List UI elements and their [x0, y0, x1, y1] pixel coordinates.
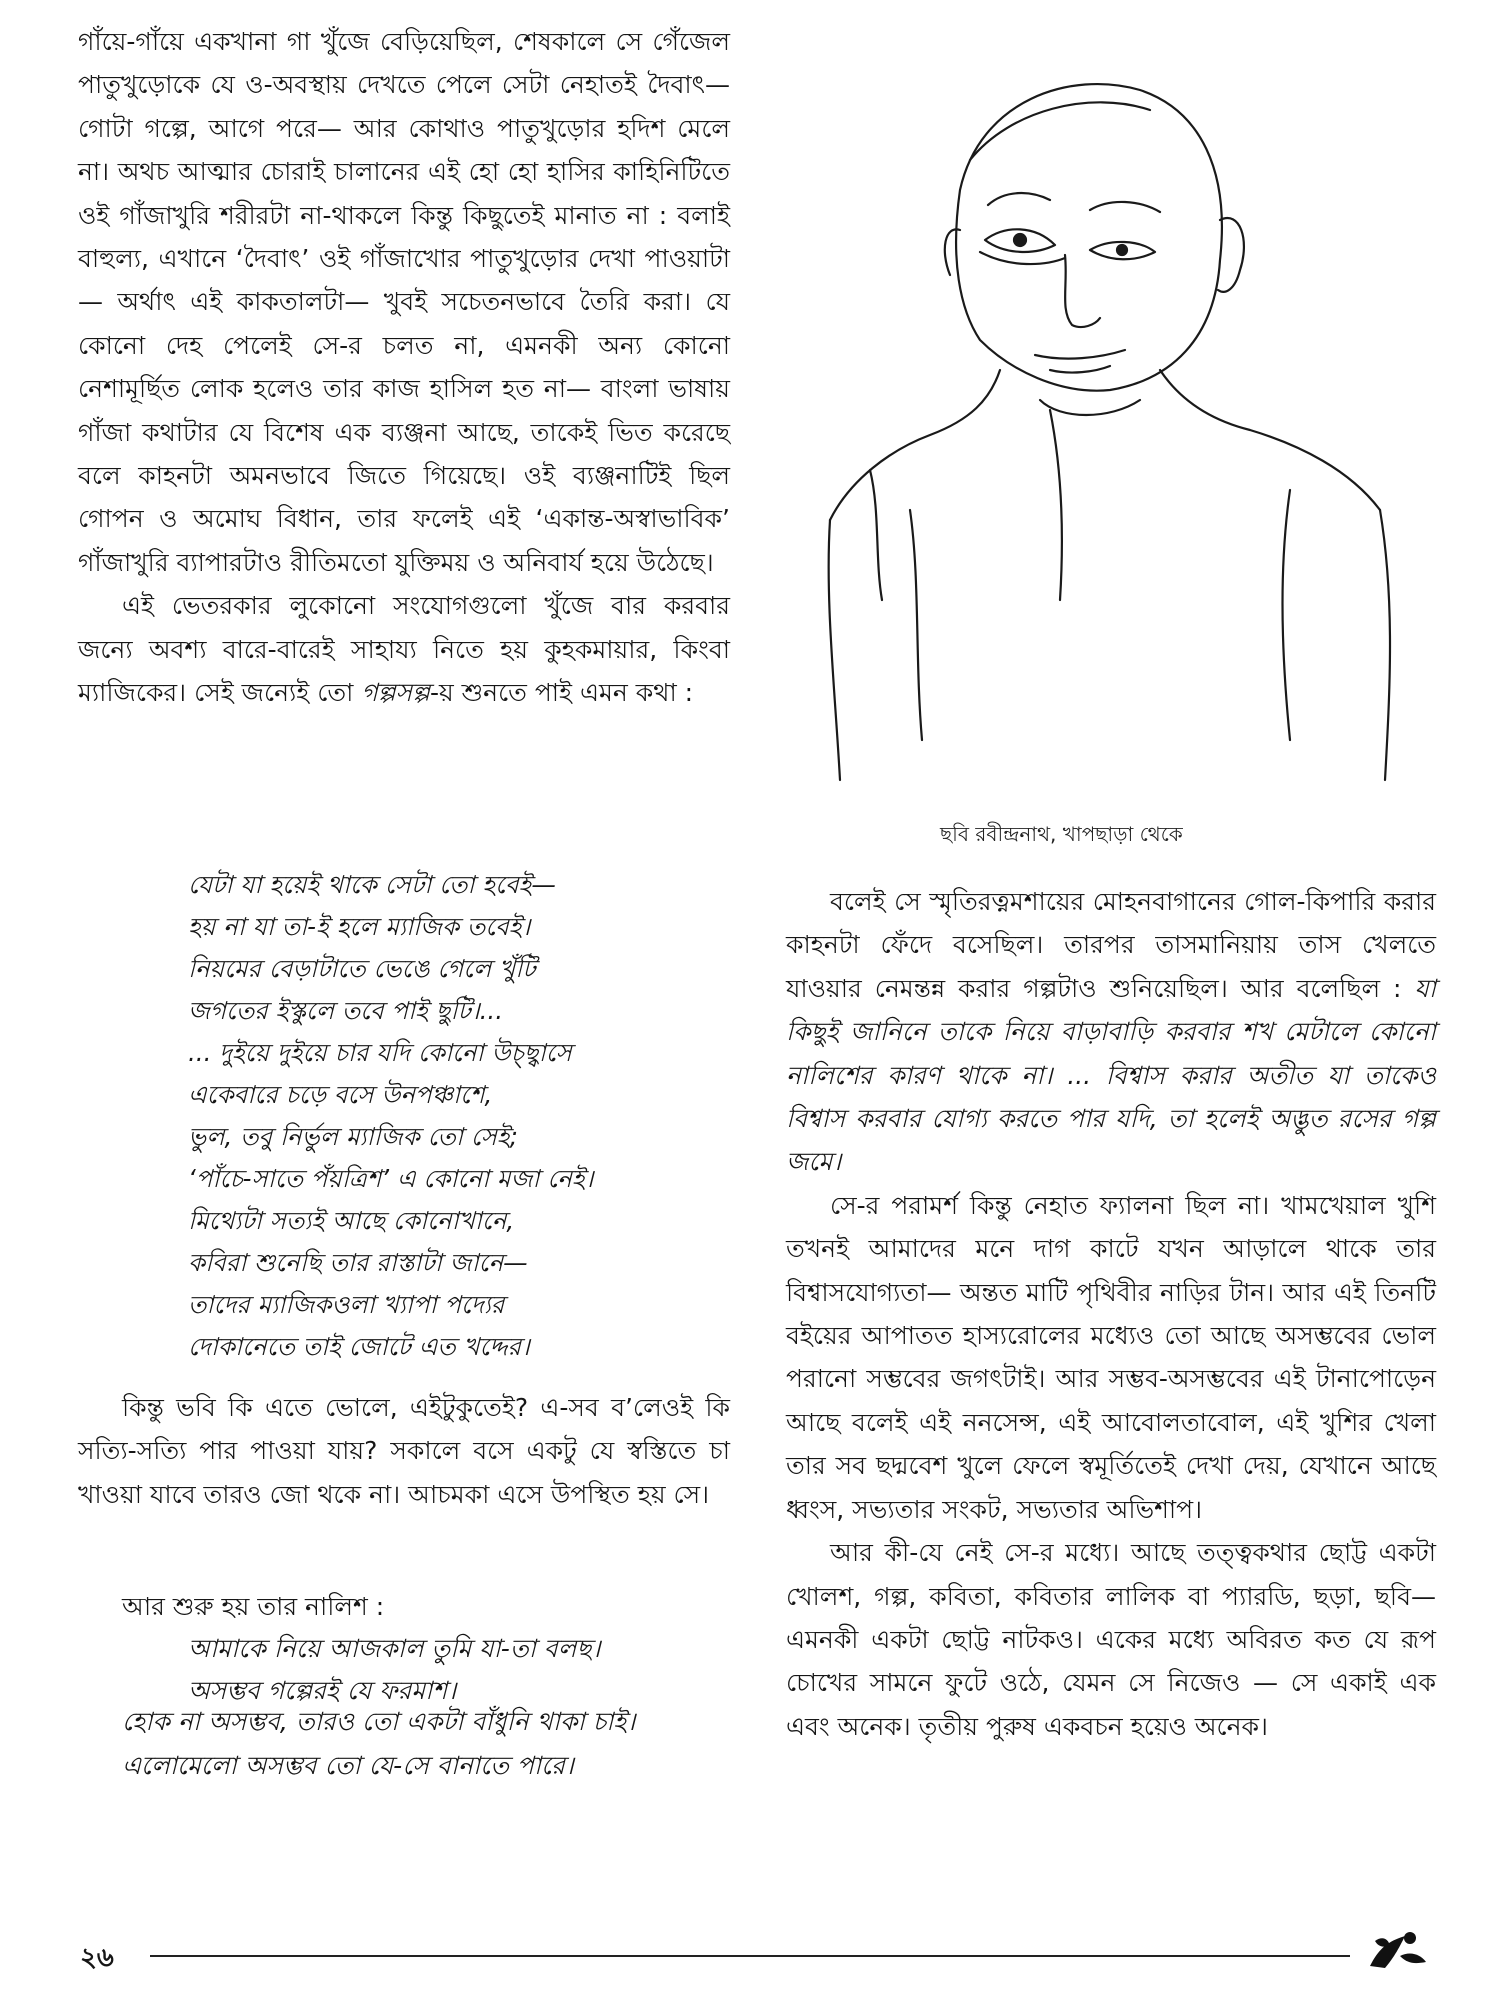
- sketch-mouth: [1035, 350, 1125, 359]
- left-paragraph-2-b: -য় শুনতে পাই এমন কথা :: [429, 678, 694, 708]
- reply-block: [122, 1700, 742, 1788]
- right-paragraph-3: আর কী-যে নেই সে-র মধ্যে। আছে তত্ত্বকথার ছোট্ট একটা খোলশ, গল্প, কবিতা, কবিতার লালিক বা প্যারডি, ছড়া, ছবি— এমনকী একটা ছোট্ট নাটকও। একের মধ্যে অবিরত কত যে রূপ চোখের সামনে ফুটে ওঠে, যেমন সে নিজেও — সে একাই এক এবং অনেক। তৃতীয় পুরুষ একবচন হয়েও অনেক।: [786, 1538, 1436, 1741]
- reply-line: হোক না অসম্ভব, তারও তো একটা বাঁধুনি থাকা চাই।: [122, 1707, 636, 1736]
- poem-line: তাদের ম্যাজিকওলা খ্যাপা পদ্যের: [188, 1290, 505, 1319]
- left-lower-text: [78, 1386, 730, 1516]
- right-column-text: [786, 880, 1436, 1748]
- left-paragraph-3: কিন্তু ভবি কি এতে ভোলে, এইটুকুতেই? এ-সব ব’লেওই কি সত্যি-সত্যি পার পাওয়া যায়? সকালে বসে একটু যে স্বস্তিতে চা খাওয়া যাবে তারও জো থকে না। আচমকা এসে উপস্থিত হয় সে।: [78, 1393, 730, 1509]
- left-paragraph-2-a: এই ভেতরকার লুকোনো সংযোগগুলো খুঁজে বার করবার জন্যে অবশ্য বারে-বারেই সাহায্য নিতে হয় কুহকমায়ার, কিংবা ম্যাজিকের। সেই জন্যেই তো: [78, 591, 730, 708]
- right-paragraph-2: সে-র পরামর্শ কিন্তু নেহাত ফ্যালনা ছিল না। খামখেয়াল খুশি তখনই আমাদের মনে দাগ কাটে যখন আড়ালে থাকে তার বিশ্বাসযোগ্যতা— অন্তত মাটি পৃথিবীর নাড়ির টান। আর এই তিনটি বইয়ের আপাতত হাস্যরোলের মধ্যেও তো আছে অসম্ভবের ভোল পরানো সম্ভবের জগৎটাই। আর সম্ভব-অসম্ভবের এই টানাপোড়েন আছে বলেই এই ননসেন্স, এই আবোলতাবোল, এই খুশির খেলা তার সব ছদ্মবেশ খুলে ফেলে স্বমূর্তিতেই দেখা দেয়, যেখানে আছে ধ্বংস, সভ্যতার সংকট, সভ্যতার অভিশাপ।: [786, 1190, 1436, 1524]
- book-title-golposolpo: গল্পসল্প: [361, 678, 430, 708]
- poem-line: একেবারে চড়ে বসে উনপঞ্চাশে,: [188, 1080, 493, 1109]
- reply-line: এলোমেলো অসম্ভব তো যে-সে বানাতে পারে।: [122, 1751, 574, 1780]
- footer-rule: [150, 1955, 1350, 1957]
- left-column-text: [78, 20, 730, 715]
- poem-line: জগতের ইস্কুলে তবে পাই ছুটি।...: [188, 996, 503, 1025]
- right-paragraph-1-a: বলেই সে স্মৃতিরত্নমশায়ের মোহনবাগানের গোল-কিপারি করার কাহনটা ফেঁদে বসেছিল। তারপর তাসমানিয়ায় তাস খেলতে যাওয়ার নেমন্তন্ন করার গল্পটাও শুনিয়েছিল। আর বলেছিল :: [786, 887, 1436, 1003]
- poem-line: ভুল, তবু নির্ভুল ম্যাজিক তো সেই;: [188, 1122, 518, 1151]
- complaint-block: [122, 1586, 762, 1712]
- right-paragraph-1-quote: যা কিছুই জানিনে তাকে নিয়ে বাড়াবাড়ি করবার শখ মেটালে কোনো নালিশের কারণ থাকে না। ... বিশ্বাস করার অতীত যা তাকেও বিশ্বাস করবার যোগ্য করতে পার যদি, তা হলেই অদ্ভুত রসের গল্প জমে।: [786, 973, 1436, 1177]
- poem-line: যেটা যা হয়েই থাকে সেটা তো হবেই—: [188, 870, 556, 899]
- sketch-head-outline: [956, 84, 1222, 391]
- footer-ornament-icon: [1360, 1926, 1430, 1976]
- left-paragraph-2: [78, 584, 730, 714]
- portrait-sketch: [810, 40, 1410, 790]
- poem-line: কবিরা শুনেছি তার রাস্তাটা জানে—: [188, 1248, 528, 1277]
- complaint-line: অসম্ভব গল্পেরই যে ফরমাশ।: [188, 1676, 457, 1705]
- poem-line: ... দুইয়ে দুইয়ে চার যদি কোনো উচ্ছ্বাসে: [188, 1038, 572, 1067]
- page-number: ২৬: [80, 1943, 114, 1973]
- poem-line: হয় না যা তা-ই হলে ম্যাজিক তবেই।: [188, 912, 531, 941]
- poem-line: নিয়মের বেড়াটাতে ভেঙে গেলে খুঁটি: [188, 954, 536, 983]
- sketch-caption: ছবি রবীন্দ্রনাথ, খাপছাড়া থেকে: [940, 822, 1183, 846]
- poem-line: মিথ্যেটা সত্যই আছে কোনোখানে,: [188, 1206, 515, 1235]
- complaint-line: আমাকে নিয়ে আজকাল তুমি যা-তা বলছ।: [188, 1634, 601, 1663]
- left-paragraph-1: গাঁয়ে-গাঁয়ে একখানা গা খুঁজে বেড়িয়েছিল, শেষকালে সে গেঁজেল পাতুখুড়োকে যে ও-অবস্থায় দেখতে পেলে সেটা নেহাতই দৈবাৎ— গোটা গল্পে, আগে পরে— আর কোথাও পাতুখুড়োর হদিশ মেলে না। অথচ আত্মার চোরাই চালানের এই হো হো হাসির কাহিনিটিতে ওই গাঁজাখুরি শরীরটা না-থাকলে কিন্তু কিছুতেই মানাত না : বলাই বাহুল্য, এখানে ‘দৈবাৎ’ ওই গাঁজাখোর পাতুখুড়োর দেখা পাওয়াটা— অর্থাৎ এই কাকতালটা— খুবই সচেতনভাবে তৈরি করা। যে কোনো দেহ পেলেই সে-র চলত না, এমনকী অন্য কোনো নেশামূর্ছিত লোক হলেও তার কাজ হাসিল হত না— বাংলা ভাষায় গাঁজা কথাটার যে বিশেষ এক ব্যঞ্জনা আছে, তাকেই ভিত করেছে বলে কাহনটা অমনভাবে জিতে গিয়েছে। ওই ব্যঞ্জনাটিই ছিল গোপন ও অমোঘ বিধান, তার ফলেই এই ‘একান্ত-অস্বাভাবিক’ গাঁজাখুরি ব্যাপারটাও রীতিমতো যুক্তিময় ও অনিবার্য হয়ে উঠেছে।: [78, 27, 730, 577]
- poem-line: দোকানেতে তাই জোটে এত খদ্দের।: [188, 1332, 530, 1361]
- poem-block: [188, 864, 708, 1368]
- poem-line: ‘পাঁচে-সাতে পঁয়ত্রিশ’ এ কোনো মজা নেই।: [188, 1164, 594, 1193]
- right-paragraph-1: [786, 880, 1436, 1184]
- complaint-intro: আর শুরু হয় তার নালিশ :: [122, 1592, 385, 1621]
